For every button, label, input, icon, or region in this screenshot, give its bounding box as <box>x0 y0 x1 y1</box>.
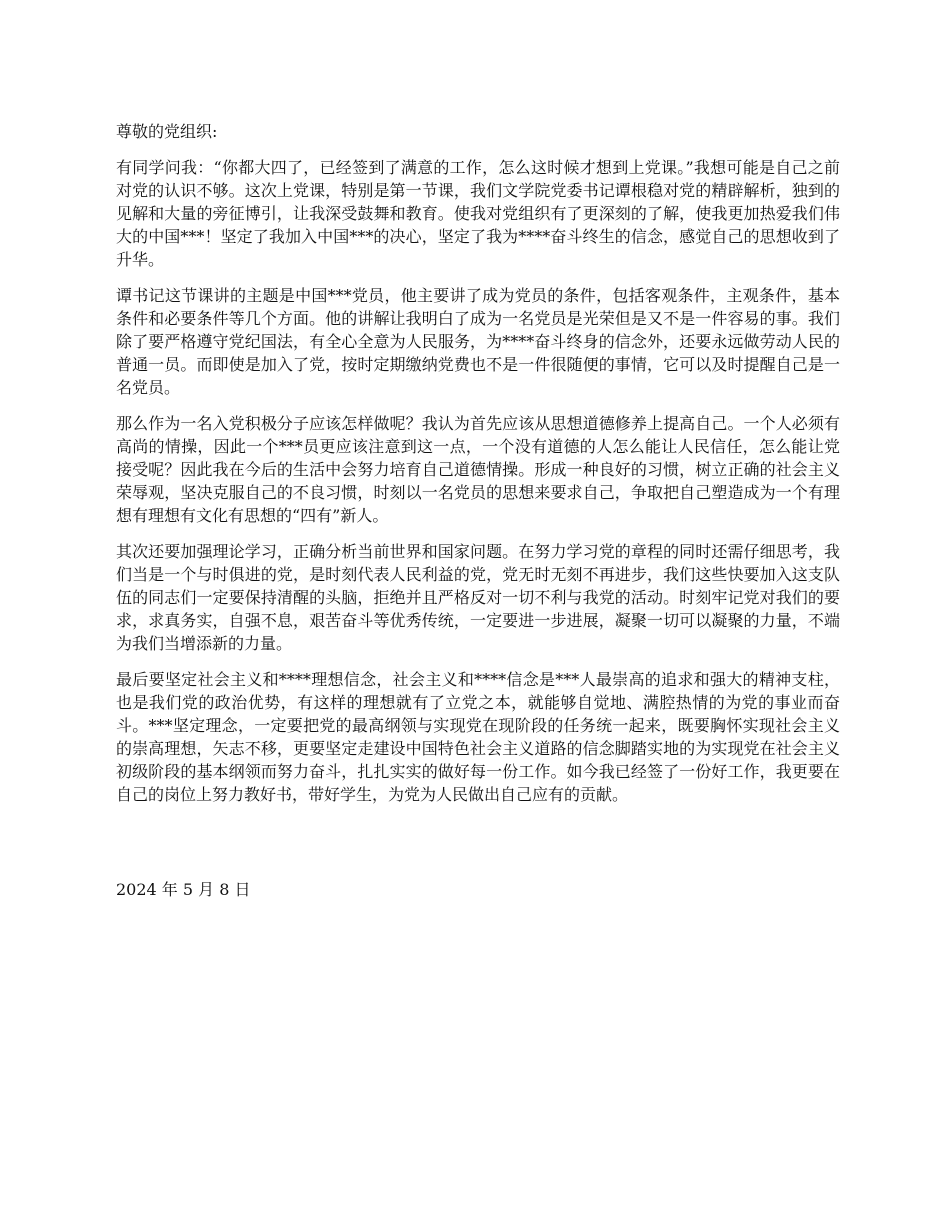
paragraph-2: 谭书记这节课讲的主题是中国***党员，他主要讲了成为党员的条件，包括客观条件，主观条件，基本条件和必要条件等几个方面。他的讲解让我明白了成为一名党员是光荣但是又不是一件容易的事。我们除了要严格遵守党纪国法，有全心全意为人民服务，为****奋斗终身的信念外，还要永远做劳动人民的普通一员。而即使是加入了党，按时定期缴纳党费也不是一件很随便的事情，它可以及时提醒自己是一名党员。 <box>116 286 840 397</box>
letter-date: 2024 年 5 月 8 日 <box>116 880 251 899</box>
salutation: 尊敬的党组织: <box>116 122 218 141</box>
paragraph-5: 最后要坚定社会主义和****理想信念，社会主义和****信念是***人最崇高的追求和强大的精神支柱，也是我们党的政治优势，有这样的理想就有了立党之本，就能够自觉地、满腔热情的为党的事业而奋斗。***坚定理念，一定要把党的最高纲领与实现党在现阶段的任务统一起来，既要胸怀实现社会主义的崇高理想，矢志不移，更要坚定走建设中国特色社会主义道路的信念脚踏实地的为实现党在社会主义初级阶段的基本纲领而努力奋斗，扎扎实实的做好每一份工作。如今我已经签了一份好工作，我更要在自己的岗位上努力教好书，带好学生，为党为人民做出自己应有的贡献。 <box>116 670 840 804</box>
paragraph-1: 有同学问我：“你都大四了，已经签到了满意的工作，怎么这时候才想到上党课。”我想可能是自己之前对党的认识不够。这次上党课，特别是第一节课，我们文学院党委书记谭根稳对党的精辟解析，独到的见解和大量的旁征博引，让我深受鼓舞和教育。使我对党组织有了更深刻的了解，使我更加热爱我们伟大的中国***！坚定了我加入中国***的决心，坚定了我为****奋斗终生的信念，感觉自己的思想收到了升华。 <box>116 158 840 269</box>
paragraph-3: 那么作为一名入党积极分子应该怎样做呢？我认为首先应该从思想道德修养上提高自己。一个人必须有高尚的情操，因此一个***员更应该注意到这一点，一个没有道德的人怎么能让人民信任，怎么能让党接受呢？因此我在今后的生活中会努力培育自己道德情操。形成一种良好的习惯，树立正确的社会主义荣辱观，坚决克服自己的不良习惯，时刻以一名党员的思想来要求自己，争取把自己塑造成为一个有理想有理想有文化有思想的“四有”新人。 <box>116 414 840 525</box>
letter-body <box>116 120 840 819</box>
paragraph-4: 其次还要加强理论学习，正确分析当前世界和国家问题。在努力学习党的章程的同时还需仔细思考，我们当是一个与时俱进的党，是时刻代表人民利益的党，党无时无刻不再进步，我们这些快要加入这支队伍的同志们一定要保持清醒的头脑，拒绝并且严格反对一切不利与我党的活动。时刻牢记党对我们的要求，求真务实，自强不息，艰苦奋斗等优秀传统，一定要进一步进展，凝聚一切可以凝聚的力量，不端为我们当增添新的力量。 <box>116 542 840 653</box>
